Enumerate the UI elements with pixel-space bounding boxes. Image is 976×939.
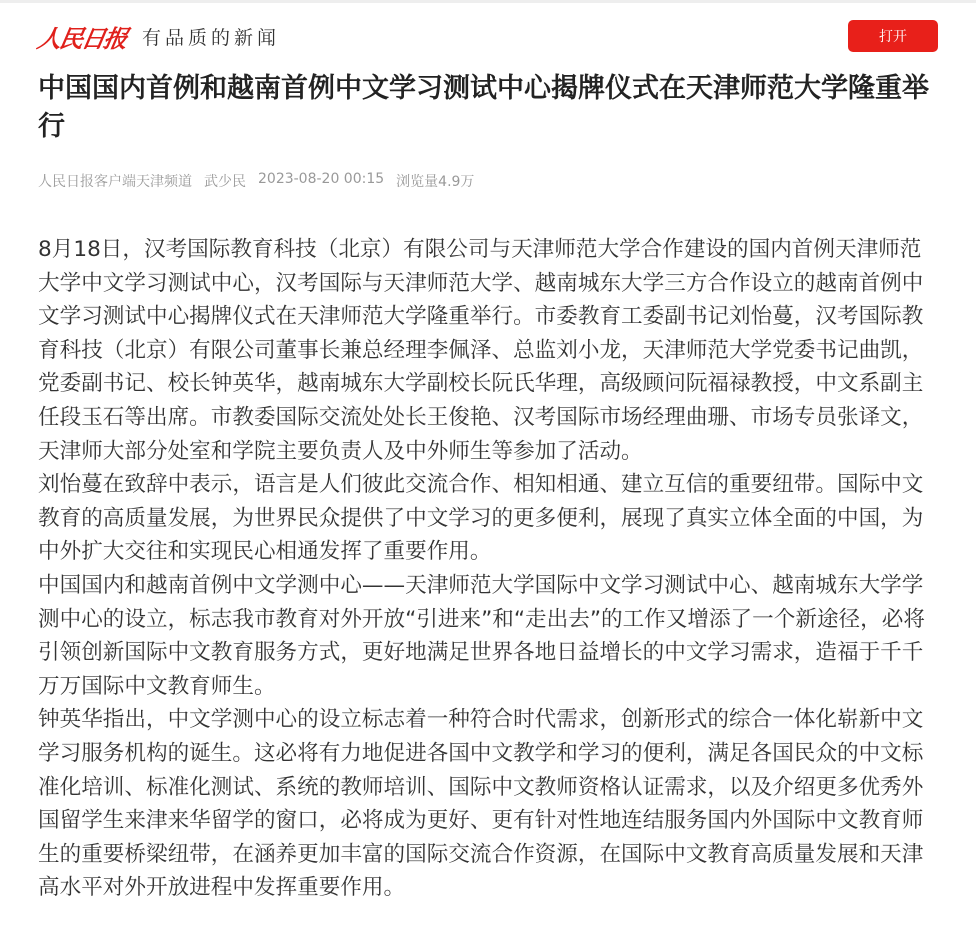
people-daily-logo: 人民日报 — [35, 23, 129, 53]
article-paragraph: 刘怡蔓在致辞中表示，语言是人们彼此交流合作、相知相通、建立互信的重要纽带。国际中文教育的高质量发展，为世界民众提供了中文学习的更多便利，展现了真实立体全面的中国，为中外扩大交往和实现民心相通发挥了重要作用。 — [38, 472, 924, 565]
top-divider — [0, 0, 976, 3]
article-source: 人民日报客户端天津频道 — [38, 174, 192, 190]
open-app-button[interactable]: 打开 — [848, 20, 938, 52]
article-meta — [38, 171, 474, 191]
article-views: 浏览量4.9万 — [396, 174, 475, 190]
article-datetime: 2023-08-20 00:15 — [258, 171, 385, 187]
slogan: 有品质的新闻 — [142, 26, 281, 49]
article-body — [38, 233, 940, 905]
article-paragraph: 中国国内和越南首例中文学测中心——天津师范大学国际中文学习测试中心、越南城东大学学测中心的设立，标志我市教育对外开放“引进来”和“走出去”的工作又增添了一个新途径，必将引领创新国际中文教育服务方式，更好地满足世界各地日益增长的中文学习需求，造福于千千万万国际中文教育师生。 — [38, 572, 925, 699]
article-title: 中国国内首例和越南首例中文学习测试中心揭牌仪式在天津师范大学隆重举行 — [38, 73, 929, 142]
brand — [35, 19, 281, 54]
app-header — [35, 18, 938, 54]
article-paragraph: 8月18日，汉考国际教育科技（北京）有限公司与天津师范大学合作建设的国内首例天津师范大学中文学习测试中心，汉考国际与天津师范大学、越南城东大学三方合作设立的越南首例中文学习测试中心揭牌仪式在天津师范大学隆重举行。市委教育工委副书记刘怡蔓，汉考国际教育科技（北京）有限公司董事长兼总经理李佩泽、总监刘小龙，天津师范大学党委书记曲凯，党委副书记、校长钟英华，越南城东大学副校长阮氏华理，高级顾问阮福禄教授，中文系副主任段玉石等出席。市教委国际交流处处长王俊艳、汉考国际市场经理曲珊、市场专员张译文，天津师大部分处室和学院主要负责人及中外师生等参加了活动。 — [38, 237, 924, 464]
article-author: 武少民 — [204, 174, 246, 190]
article-paragraph: 钟英华指出，中文学测中心的设立标志着一种符合时代需求，创新形式的综合一体化崭新中文学习服务机构的诞生。这必将有力地促进各国中文教学和学习的便利，满足各国民众的中文标准化培训、标准化测试、系统的教师培训、国际中文教师资格认证需求，以及介绍更多优秀外国留学生来津来华留学的窗口，必将成为更好、更有针对性地连结服务国内外国际中文教育师生的重要桥梁纽带，在涵养更加丰富的国际交流合作资源，在国际中文教育高质量发展和天津高水平对外开放进程中发挥重要作用。 — [38, 707, 924, 901]
